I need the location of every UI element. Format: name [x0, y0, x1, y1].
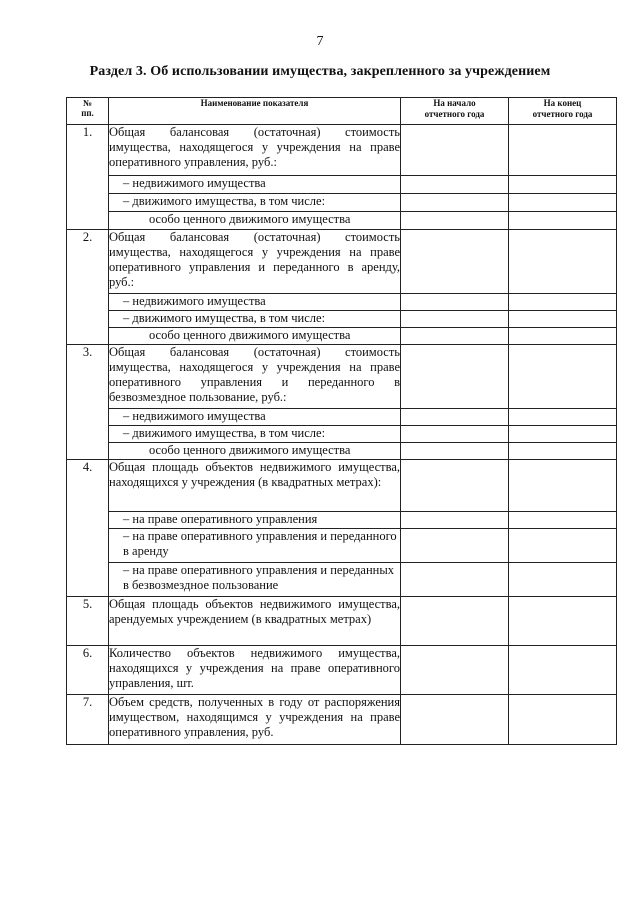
row-indicator: – на праве оперативного управления и переданного в аренду	[109, 529, 401, 563]
header-start-of-year	[401, 98, 509, 125]
value-end-cell[interactable]	[509, 512, 617, 529]
table-row	[67, 328, 617, 345]
value-end-cell[interactable]	[509, 230, 617, 294]
value-end-cell[interactable]	[509, 212, 617, 230]
table-row	[67, 426, 617, 443]
table-row	[67, 409, 617, 426]
value-start-cell[interactable]	[401, 194, 509, 212]
table-row	[67, 294, 617, 311]
value-start-cell[interactable]	[401, 328, 509, 345]
row-indicator: особо ценного движимого имущества	[109, 328, 401, 345]
value-end-cell[interactable]	[509, 426, 617, 443]
row-indicator: Общая балансовая (остаточная) стоимость имущества, находящегося у учреждения на праве оперативного управления и переданного в безвозмездное пользование, руб.:	[109, 345, 401, 409]
value-start-cell[interactable]	[401, 563, 509, 597]
value-end-cell[interactable]	[509, 194, 617, 212]
value-end-cell[interactable]	[509, 597, 617, 646]
value-start-cell[interactable]	[401, 125, 509, 176]
value-start-cell[interactable]	[401, 695, 509, 745]
row-number: 5.	[67, 597, 109, 646]
row-indicator: – недвижимого имущества	[109, 409, 401, 426]
row-indicator: – недвижимого имущества	[109, 176, 401, 194]
value-start-cell[interactable]	[401, 426, 509, 443]
value-end-cell[interactable]	[509, 563, 617, 597]
row-indicator: особо ценного движимого имущества	[109, 443, 401, 460]
row-indicator: – движимого имущества, в том числе:	[109, 194, 401, 212]
value-end-cell[interactable]	[509, 460, 617, 512]
header-number	[67, 98, 109, 125]
header-number-line2: пп.	[81, 108, 94, 118]
value-start-cell[interactable]	[401, 311, 509, 328]
header-indicator-name: Наименование показателя	[109, 98, 401, 125]
value-start-cell[interactable]	[401, 230, 509, 294]
row-indicator: – движимого имущества, в том числе:	[109, 426, 401, 443]
header-start-line2: отчетного года	[424, 109, 485, 119]
table-row	[67, 212, 617, 230]
table-row	[67, 512, 617, 529]
value-end-cell[interactable]	[509, 311, 617, 328]
table-row	[67, 125, 617, 176]
table-row	[67, 646, 617, 695]
value-end-cell[interactable]	[509, 443, 617, 460]
value-start-cell[interactable]	[401, 512, 509, 529]
row-indicator: – на праве оперативного управления	[109, 512, 401, 529]
value-end-cell[interactable]	[509, 294, 617, 311]
table-row	[67, 345, 617, 409]
table-row	[67, 597, 617, 646]
value-end-cell[interactable]	[509, 176, 617, 194]
value-start-cell[interactable]	[401, 646, 509, 695]
row-indicator: Объем средств, полученных в году от распоряжения имуществом, находящимся у учреждения на праве оперативного управления, руб.	[109, 695, 401, 745]
row-indicator: – на праве оперативного управления и переданных в безвозмездное пользование	[109, 563, 401, 597]
header-start-line1: На начало	[433, 98, 476, 108]
value-end-cell[interactable]	[509, 345, 617, 409]
row-indicator: Общая балансовая (остаточная) стоимость имущества, находящегося у учреждения на праве оперативного управления, руб.:	[109, 125, 401, 176]
row-indicator: Общая балансовая (остаточная) стоимость имущества, находящегося у учреждения на праве оперативного управления и переданного в аренду, руб.:	[109, 230, 401, 294]
value-start-cell[interactable]	[401, 212, 509, 230]
header-end-line1: На конец	[543, 98, 582, 108]
value-end-cell[interactable]	[509, 125, 617, 176]
table-header-row	[67, 98, 617, 125]
row-number: 4.	[67, 460, 109, 597]
table-row	[67, 529, 617, 563]
value-start-cell[interactable]	[401, 597, 509, 646]
table-row	[67, 176, 617, 194]
value-end-cell[interactable]	[509, 328, 617, 345]
row-indicator: – движимого имущества, в том числе:	[109, 311, 401, 328]
value-start-cell[interactable]	[401, 345, 509, 409]
value-end-cell[interactable]	[509, 409, 617, 426]
property-usage-table	[66, 97, 617, 745]
row-number: 2.	[67, 230, 109, 345]
table-row	[67, 695, 617, 745]
row-number: 7.	[67, 695, 109, 745]
value-start-cell[interactable]	[401, 529, 509, 563]
table-row	[67, 460, 617, 512]
row-indicator: – недвижимого имущества	[109, 294, 401, 311]
value-start-cell[interactable]	[401, 443, 509, 460]
value-end-cell[interactable]	[509, 695, 617, 745]
value-start-cell[interactable]	[401, 409, 509, 426]
row-indicator: Общая площадь объектов недвижимого имущества, арендуемых учреждением (в квадратных метрах)	[109, 597, 401, 646]
row-indicator: Общая площадь объектов недвижимого имущества, находящихся у учреждения (в квадратных метрах):	[109, 460, 401, 512]
header-end-line2: отчетного года	[532, 109, 593, 119]
header-number-line1: №	[82, 98, 93, 108]
row-number: 6.	[67, 646, 109, 695]
value-end-cell[interactable]	[509, 529, 617, 563]
row-number: 1.	[67, 125, 109, 230]
section-title: Раздел 3. Об использовании имущества, закрепленного за учреждением	[89, 64, 551, 79]
page-number: 7	[316, 34, 324, 49]
value-end-cell[interactable]	[509, 646, 617, 695]
row-number: 3.	[67, 345, 109, 460]
row-indicator: Количество объектов недвижимого имущества, находящихся у учреждения на праве оперативного управления, шт.	[109, 646, 401, 695]
row-indicator: особо ценного движимого имущества	[109, 212, 401, 230]
value-start-cell[interactable]	[401, 460, 509, 512]
table-row	[67, 311, 617, 328]
table-row	[67, 230, 617, 294]
table-row	[67, 443, 617, 460]
header-end-of-year	[509, 98, 617, 125]
table-row	[67, 194, 617, 212]
table-row	[67, 563, 617, 597]
value-start-cell[interactable]	[401, 294, 509, 311]
value-start-cell[interactable]	[401, 176, 509, 194]
